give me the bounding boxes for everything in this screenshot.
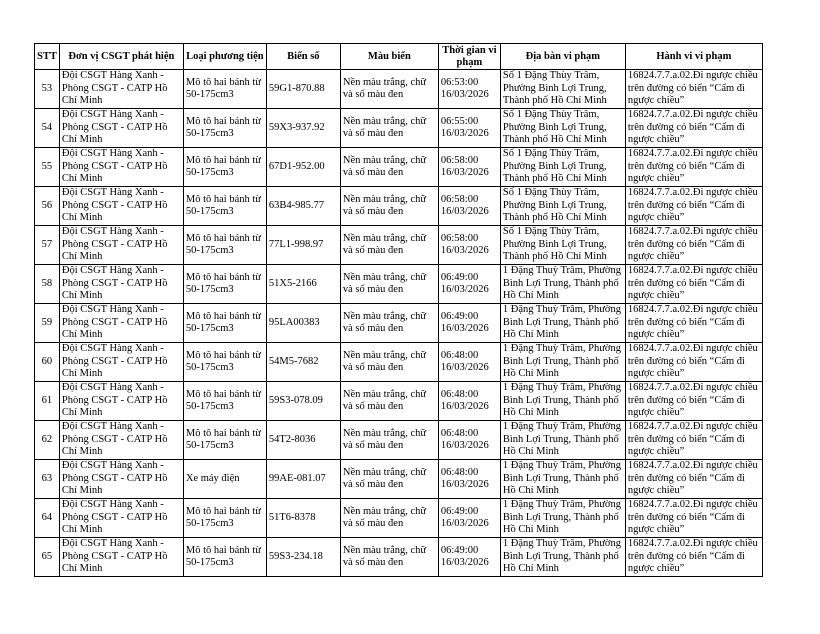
cell-behavior: 16824.7.7.a.02.Đi ngược chiều trên đường có biển “Cấm đi ngược chiều” [625, 499, 762, 538]
cell-unit: Đội CSGT Hàng Xanh - Phòng CSGT - CATP Hồ Chí Minh [59, 343, 183, 382]
cell-location: Số 1 Đặng Thùy Trâm, Phường Bình Lợi Trung, Thành phố Hồ Chí Minh [500, 70, 625, 109]
cell-time: 06:48:00 16/03/2026 [438, 460, 500, 499]
cell-stt: 61 [35, 382, 60, 421]
cell-plate: 54T2-8036 [266, 421, 340, 460]
table-row [35, 304, 763, 343]
header-vehicle-type: Loại phương tiện [183, 44, 266, 70]
cell-time: 06:48:00 16/03/2026 [438, 382, 500, 421]
cell-time: 06:48:00 16/03/2026 [438, 421, 500, 460]
cell-vehicle-type: Xe máy điện [183, 460, 266, 499]
violations-table [34, 43, 763, 577]
cell-time: 06:48:00 16/03/2026 [438, 343, 500, 382]
cell-unit: Đội CSGT Hàng Xanh - Phòng CSGT - CATP Hồ Chí Minh [59, 148, 183, 187]
cell-stt: 60 [35, 343, 60, 382]
cell-stt: 65 [35, 538, 60, 577]
cell-plate-color: Nền màu trắng, chữ và số màu đen [340, 343, 438, 382]
cell-unit: Đội CSGT Hàng Xanh - Phòng CSGT - CATP Hồ Chí Minh [59, 265, 183, 304]
header-plate: Biển số [266, 44, 340, 70]
cell-plate: 59X3-937.92 [266, 109, 340, 148]
cell-vehicle-type: Mô tô hai bánh từ 50-175cm3 [183, 304, 266, 343]
cell-plate: 63B4-985.77 [266, 187, 340, 226]
cell-plate: 95LA00383 [266, 304, 340, 343]
cell-behavior: 16824.7.7.a.02.Đi ngược chiều trên đường có biển “Cấm đi ngược chiều” [625, 187, 762, 226]
cell-unit: Đội CSGT Hàng Xanh - Phòng CSGT - CATP Hồ Chí Minh [59, 109, 183, 148]
cell-stt: 63 [35, 460, 60, 499]
cell-vehicle-type: Mô tô hai bánh từ 50-175cm3 [183, 187, 266, 226]
cell-vehicle-type: Mô tô hai bánh từ 50-175cm3 [183, 70, 266, 109]
header-plate-color: Màu biển [340, 44, 438, 70]
cell-plate: 59S3-234.18 [266, 538, 340, 577]
header-unit: Đơn vị CSGT phát hiện [59, 44, 183, 70]
cell-plate: 51X5-2166 [266, 265, 340, 304]
cell-unit: Đội CSGT Hàng Xanh - Phòng CSGT - CATP Hồ Chí Minh [59, 421, 183, 460]
cell-time: 06:58:00 16/03/2026 [438, 148, 500, 187]
cell-plate-color: Nền màu trắng, chữ và số màu đen [340, 499, 438, 538]
cell-time: 06:58:00 16/03/2026 [438, 187, 500, 226]
cell-plate: 54M5-7682 [266, 343, 340, 382]
cell-plate-color: Nền màu trắng, chữ và số màu đen [340, 421, 438, 460]
cell-behavior: 16824.7.7.a.02.Đi ngược chiều trên đường có biển “Cấm đi ngược chiều” [625, 265, 762, 304]
cell-stt: 55 [35, 148, 60, 187]
cell-vehicle-type: Mô tô hai bánh từ 50-175cm3 [183, 382, 266, 421]
cell-location: 1 Đặng Thuỳ Trâm, Phường Bình Lợi Trung, Thành phố Hồ Chí Minh [500, 538, 625, 577]
cell-time: 06:49:00 16/03/2026 [438, 499, 500, 538]
header-location: Địa bàn vi phạm [500, 44, 625, 70]
cell-time: 06:58:00 16/03/2026 [438, 226, 500, 265]
cell-location: 1 Đặng Thuỳ Trâm, Phường Bình Lợi Trung, Thành phố Hồ Chí Minh [500, 460, 625, 499]
cell-time: 06:53:00 16/03/2026 [438, 70, 500, 109]
cell-behavior: 16824.7.7.a.02.Đi ngược chiều trên đường có biển “Cấm đi ngược chiều” [625, 109, 762, 148]
cell-time: 06:49:00 16/03/2026 [438, 265, 500, 304]
cell-unit: Đội CSGT Hàng Xanh - Phòng CSGT - CATP Hồ Chí Minh [59, 226, 183, 265]
cell-unit: Đội CSGT Hàng Xanh - Phòng CSGT - CATP Hồ Chí Minh [59, 70, 183, 109]
cell-unit: Đội CSGT Hàng Xanh - Phòng CSGT - CATP Hồ Chí Minh [59, 382, 183, 421]
cell-behavior: 16824.7.7.a.02.Đi ngược chiều trên đường có biển “Cấm đi ngược chiều” [625, 226, 762, 265]
cell-plate-color: Nền màu trắng, chữ và số màu đen [340, 187, 438, 226]
cell-vehicle-type: Mô tô hai bánh từ 50-175cm3 [183, 499, 266, 538]
cell-location: Số 1 Đặng Thùy Trâm, Phường Bình Lợi Trung, Thành phố Hồ Chí Minh [500, 109, 625, 148]
cell-plate-color: Nền màu trắng, chữ và số màu đen [340, 148, 438, 187]
cell-plate: 67D1-952.00 [266, 148, 340, 187]
cell-behavior: 16824.7.7.a.02.Đi ngược chiều trên đường có biển “Cấm đi ngược chiều” [625, 421, 762, 460]
cell-plate: 99AE-081.07 [266, 460, 340, 499]
table-row [35, 343, 763, 382]
cell-vehicle-type: Mô tô hai bánh từ 50-175cm3 [183, 148, 266, 187]
cell-plate: 59G1-870.88 [266, 70, 340, 109]
cell-stt: 53 [35, 70, 60, 109]
cell-stt: 58 [35, 265, 60, 304]
cell-behavior: 16824.7.7.a.02.Đi ngược chiều trên đường có biển “Cấm đi ngược chiều” [625, 304, 762, 343]
table-row [35, 148, 763, 187]
cell-behavior: 16824.7.7.a.02.Đi ngược chiều trên đường có biển “Cấm đi ngược chiều” [625, 460, 762, 499]
cell-plate-color: Nền màu trắng, chữ và số màu đen [340, 70, 438, 109]
cell-location: 1 Đặng Thuỳ Trâm, Phường Bình Lợi Trung, Thành phố Hồ Chí Minh [500, 382, 625, 421]
header-row [35, 44, 763, 70]
cell-plate-color: Nền màu trắng, chữ và số màu đen [340, 382, 438, 421]
cell-plate: 59S3-078.09 [266, 382, 340, 421]
table-row [35, 187, 763, 226]
cell-plate-color: Nền màu trắng, chữ và số màu đen [340, 538, 438, 577]
cell-time: 06:55:00 16/03/2026 [438, 109, 500, 148]
cell-behavior: 16824.7.7.a.02.Đi ngược chiều trên đường có biển “Cấm đi ngược chiều” [625, 382, 762, 421]
cell-plate: 51T6-8378 [266, 499, 340, 538]
header-time: Thời gian vi phạm [438, 44, 500, 70]
cell-behavior: 16824.7.7.a.02.Đi ngược chiều trên đường có biển “Cấm đi ngược chiều” [625, 343, 762, 382]
table-row [35, 382, 763, 421]
cell-unit: Đội CSGT Hàng Xanh - Phòng CSGT - CATP Hồ Chí Minh [59, 538, 183, 577]
cell-vehicle-type: Mô tô hai bánh từ 50-175cm3 [183, 265, 266, 304]
cell-stt: 54 [35, 109, 60, 148]
table-row [35, 421, 763, 460]
cell-behavior: 16824.7.7.a.02.Đi ngược chiều trên đường có biển “Cấm đi ngược chiều” [625, 70, 762, 109]
cell-vehicle-type: Mô tô hai bánh từ 50-175cm3 [183, 109, 266, 148]
cell-unit: Đội CSGT Hàng Xanh - Phòng CSGT - CATP Hồ Chí Minh [59, 187, 183, 226]
cell-location: 1 Đặng Thuỳ Trâm, Phường Bình Lợi Trung, Thành phố Hồ Chí Minh [500, 343, 625, 382]
table-row [35, 460, 763, 499]
table-row [35, 265, 763, 304]
cell-stt: 64 [35, 499, 60, 538]
cell-time: 06:49:00 16/03/2026 [438, 304, 500, 343]
cell-time: 06:49:00 16/03/2026 [438, 538, 500, 577]
cell-plate-color: Nền màu trắng, chữ và số màu đen [340, 304, 438, 343]
table-row [35, 109, 763, 148]
cell-location: Số 1 Đặng Thùy Trâm, Phường Bình Lợi Trung, Thành phố Hồ Chí Minh [500, 226, 625, 265]
cell-unit: Đội CSGT Hàng Xanh - Phòng CSGT - CATP Hồ Chí Minh [59, 304, 183, 343]
cell-location: 1 Đặng Thuỳ Trâm, Phường Bình Lợi Trung, Thành phố Hồ Chí Minh [500, 421, 625, 460]
table-row [35, 226, 763, 265]
cell-plate-color: Nền màu trắng, chữ và số màu đen [340, 265, 438, 304]
table-body [35, 70, 763, 577]
cell-stt: 59 [35, 304, 60, 343]
cell-unit: Đội CSGT Hàng Xanh - Phòng CSGT - CATP Hồ Chí Minh [59, 499, 183, 538]
cell-behavior: 16824.7.7.a.02.Đi ngược chiều trên đường có biển “Cấm đi ngược chiều” [625, 148, 762, 187]
cell-plate-color: Nền màu trắng, chữ và số màu đen [340, 226, 438, 265]
cell-unit: Đội CSGT Hàng Xanh - Phòng CSGT - CATP Hồ Chí Minh [59, 460, 183, 499]
cell-behavior: 16824.7.7.a.02.Đi ngược chiều trên đường có biển “Cấm đi ngược chiều” [625, 538, 762, 577]
cell-vehicle-type: Mô tô hai bánh từ 50-175cm3 [183, 538, 266, 577]
cell-stt: 56 [35, 187, 60, 226]
cell-vehicle-type: Mô tô hai bánh từ 50-175cm3 [183, 343, 266, 382]
cell-location: 1 Đặng Thuỳ Trâm, Phường Bình Lợi Trung, Thành phố Hồ Chí Minh [500, 499, 625, 538]
cell-plate-color: Nền màu trắng, chữ và số màu đen [340, 109, 438, 148]
cell-vehicle-type: Mô tô hai bánh từ 50-175cm3 [183, 421, 266, 460]
table-row [35, 70, 763, 109]
cell-location: Số 1 Đặng Thùy Trâm, Phường Bình Lợi Trung, Thành phố Hồ Chí Minh [500, 148, 625, 187]
cell-vehicle-type: Mô tô hai bánh từ 50-175cm3 [183, 226, 266, 265]
cell-location: 1 Đặng Thuỳ Trâm, Phường Bình Lợi Trung, Thành phố Hồ Chí Minh [500, 304, 625, 343]
table-row [35, 538, 763, 577]
cell-location: Số 1 Đặng Thùy Trâm, Phường Bình Lợi Trung, Thành phố Hồ Chí Minh [500, 187, 625, 226]
table-row [35, 499, 763, 538]
cell-stt: 62 [35, 421, 60, 460]
cell-plate: 77L1-998.97 [266, 226, 340, 265]
cell-plate-color: Nền màu trắng, chữ và số màu đen [340, 460, 438, 499]
cell-stt: 57 [35, 226, 60, 265]
cell-location: 1 Đặng Thuỳ Trâm, Phường Bình Lợi Trung, Thành phố Hồ Chí Minh [500, 265, 625, 304]
header-behavior: Hành vi vi phạm [625, 44, 762, 70]
header-stt: STT [35, 44, 60, 70]
